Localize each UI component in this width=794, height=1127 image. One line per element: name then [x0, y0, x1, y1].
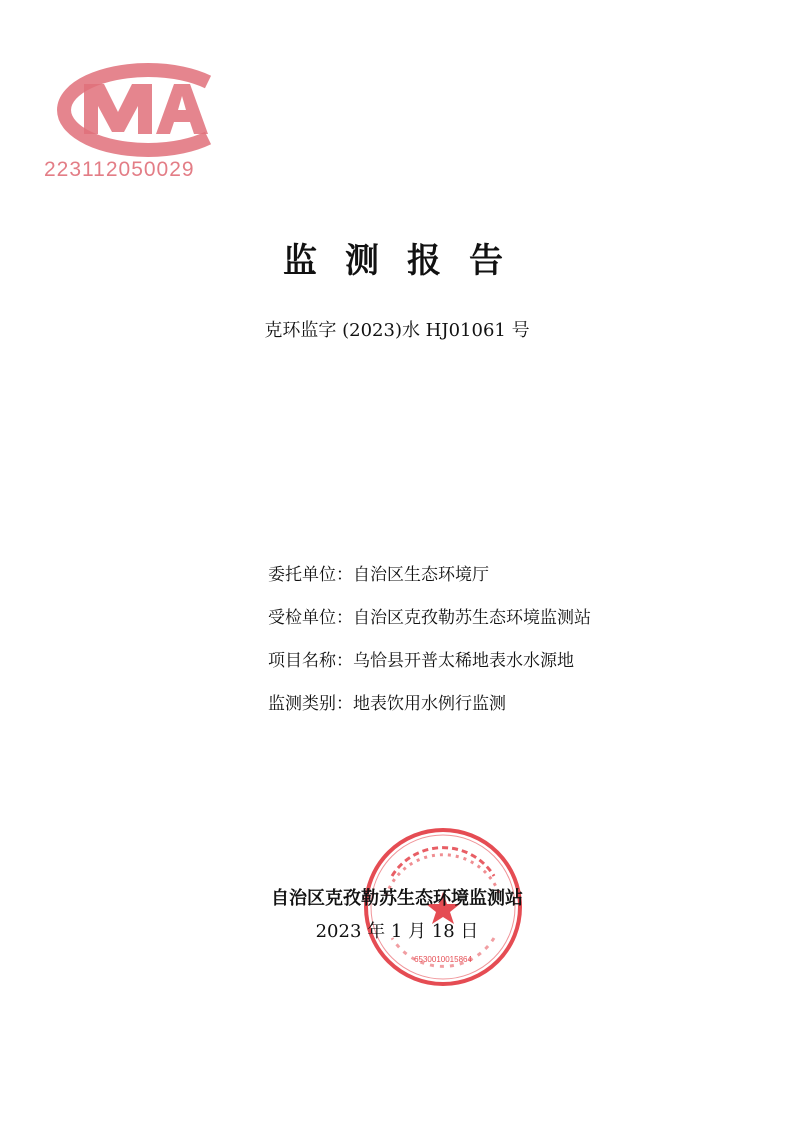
info-label: 委托单位: [268, 565, 336, 585]
info-separator: ：: [336, 565, 353, 585]
info-row-project-name: [268, 649, 591, 692]
info-separator: ：: [336, 651, 353, 671]
info-separator: ：: [336, 608, 353, 628]
info-label: 监测类别: [268, 694, 336, 714]
issuing-organization: 自治区克孜勒苏生态环境监测站: [271, 888, 523, 909]
seal-serial: 6530010015864: [414, 955, 472, 964]
info-label: 受检单位: [268, 608, 336, 628]
info-separator: ：: [336, 694, 353, 714]
info-row-client: [268, 563, 591, 606]
info-value: 乌恰县开普太稀地表水水源地: [353, 651, 574, 671]
report-title: 监测报告: [283, 241, 531, 281]
issue-date: 2023 年 1 月 18 日: [315, 921, 479, 942]
cma-certification-mark: [40, 60, 230, 190]
info-label: 项目名称: [268, 651, 336, 671]
info-row-monitoring-type: [268, 692, 591, 735]
info-row-inspected-unit: [268, 606, 591, 649]
cma-certificate-number: 223112050029: [44, 158, 195, 181]
report-number: 克环监字 (2023)水 HJ01061 号: [264, 320, 530, 341]
info-value: 自治区克孜勒苏生态环境监测站: [353, 608, 591, 628]
cma-logo-icon: [40, 60, 230, 160]
info-value: 地表饮用水例行监测: [353, 694, 506, 714]
info-value: 自治区生态环境厅: [353, 565, 489, 585]
report-info-block: [268, 563, 591, 735]
